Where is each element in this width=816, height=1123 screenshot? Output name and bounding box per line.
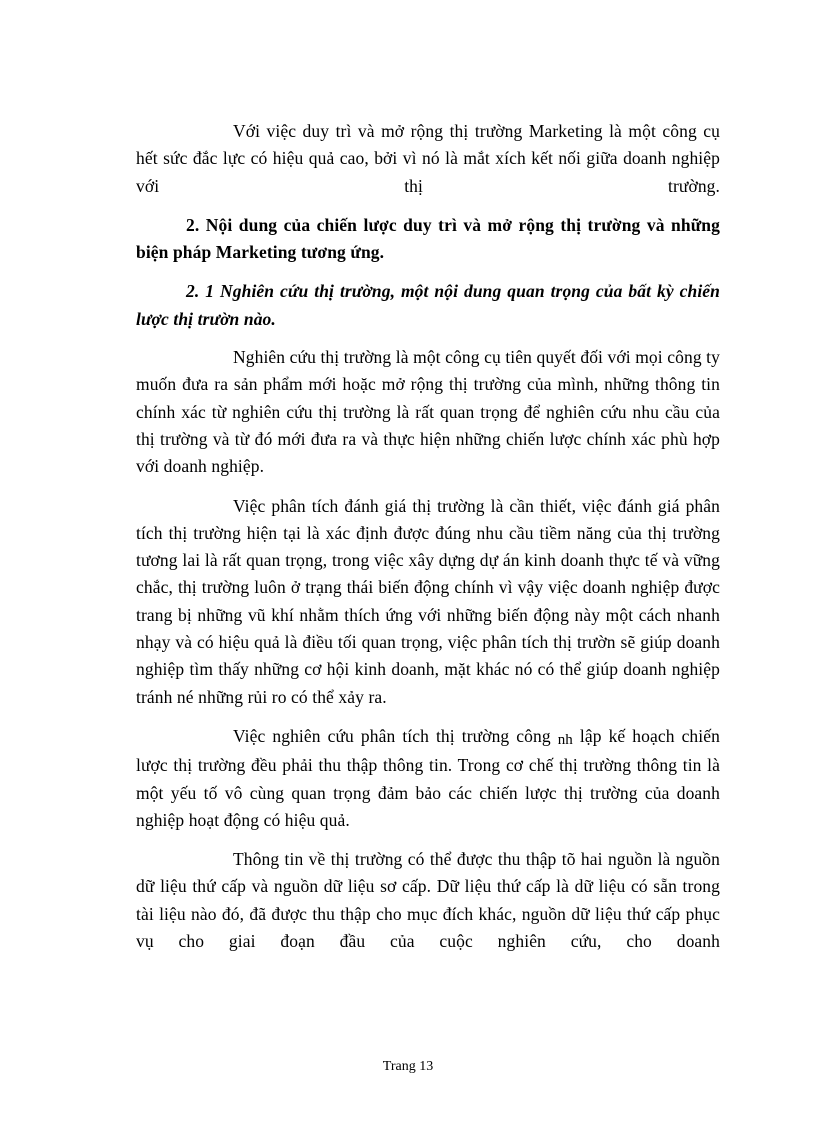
inline-annotation: nh [557, 731, 573, 748]
page-footer [0, 1057, 816, 1077]
section-heading-2: 2. Nội dung của chiến lược duy trì và mở rộng thị trường và những biện pháp Marketing tương ứng. [136, 214, 720, 263]
paragraph-market-research: Nghiên cứu thị trường là một công cụ tiên quyết đối với mọi công ty muốn đưa ra sản phẩm mới hoặc mở rộng thị trường của mình, những thông tin chính xác từ nghiên cứu thị trường là rất quan trọng để nghiên cứu nhu cầu của thị trường và từ đó mới đưa ra và thực hiện những chiến lược chính xác phù hợp với doanh nghiệp. [136, 347, 720, 477]
paragraph-information-gathering [136, 723, 720, 834]
subsection-heading-2-1: 2. 1 Nghiên cứu thị trường, một nội dung quan trọng của bất kỳ chiến lược thị trườn nào. [136, 281, 720, 329]
paragraph-text-after: lập kế hoạch chiến lược thị trường đều phải thu thập thông tin. Trong cơ chế thị trường thông tin là một yếu tố vô cùng quan trọng đảm bảo các chiến lược thị trường của doanh nghiệp hoạt động có hiệu quả. [136, 725, 720, 830]
page-number: Trang 13 [382, 1059, 434, 1074]
page-content [136, 118, 720, 955]
paragraph-text-before: Việc nghiên cứu phân tích thị trường công [233, 725, 551, 746]
paragraph-data-sources: Thông tin về thị trường có thể được thu thập tõ hai nguồn là nguồn dữ liệu thứ cấp và nguồn dữ liệu sơ cấp. Dữ liệu thứ cấp là dữ liệu có sẵn trong tài liệu nào đó, đã được thu thập cho mục đích khác, nguồn dữ liệu thứ cấp phục vụ cho giai đoạn đầu của cuộc nghiên cứu, cho doanh [136, 849, 720, 952]
paragraph-intro: Với việc duy trì và mở rộng thị trường Marketing là một công cụ hết sức đắc lực có hiệu quả cao, bởi vì nó là mắt xích kết nối giữa doanh nghiệp với thị trường. [136, 121, 720, 196]
paragraph-market-analysis: Việc phân tích đánh giá thị trường là cần thiết, việc đánh giá phân tích thị trường hiện tại là xác định được đúng nhu cầu tiềm năng của thị trường tương lai là rất quan trọng, trong việc xây dựng dự án kinh doanh thực tế và vững chắc, thị trường luôn ở trạng thái biến động chính vì vậy việc doanh nghiệp được trang bị những vũ khí nhằm thích ứng với những biến động này một cách nhanh nhạy và có hiệu quả là điều tối quan trọng, việc phân tích thị trườn sẽ giúp doanh nghiệp tìm thấy những cơ hội kinh doanh, mặt khác nó có thể giúp doanh nghiệp tránh né những rủi ro có thể xảy ra. [136, 495, 720, 707]
